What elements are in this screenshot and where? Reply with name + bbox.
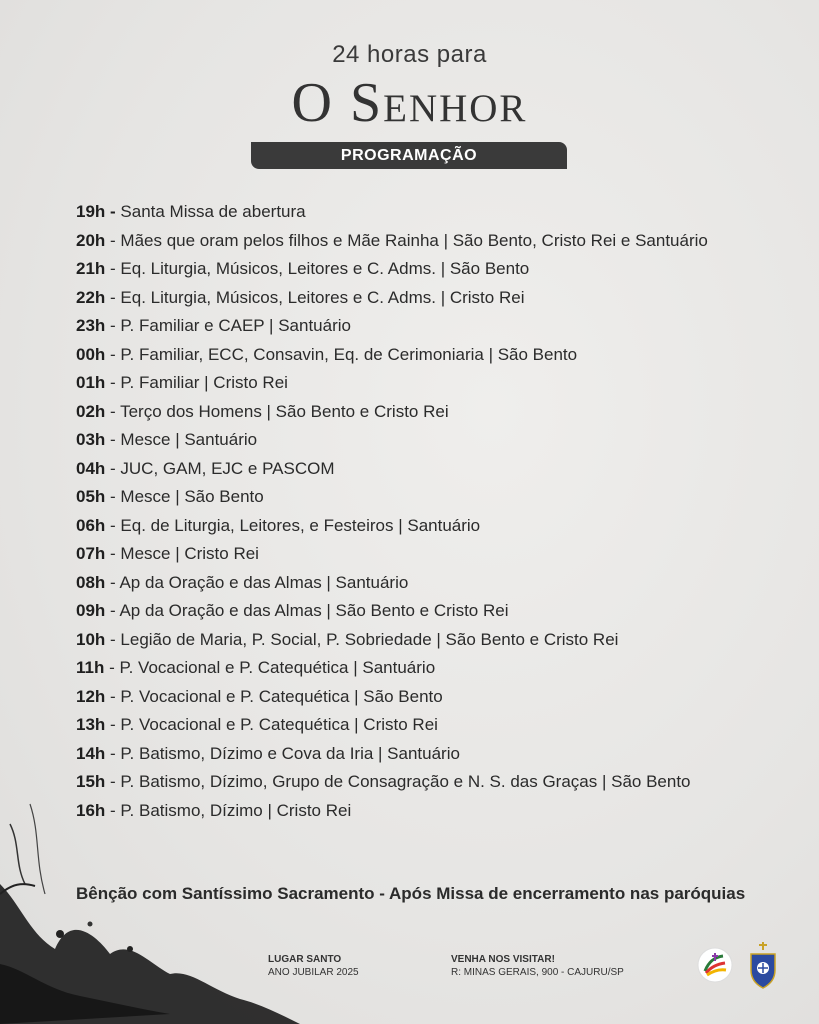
- schedule-description: - Ap da Oração e das Almas | São Bento e Cristo Rei: [105, 601, 509, 620]
- schedule-row: [76, 569, 756, 598]
- schedule-row: [76, 740, 756, 769]
- schedule-row: [76, 455, 756, 484]
- schedule-description: - P. Batismo, Dízimo, Grupo de Consagração e N. S. das Graças | São Bento: [105, 772, 691, 791]
- schedule-description: - P. Batismo, Dízimo e Cova da Iria | Santuário: [105, 743, 460, 763]
- footer-address: R: MINAS GERAIS, 900 - CAJURU/SP: [451, 967, 624, 978]
- jubilee-logo-icon: [697, 947, 733, 983]
- header-title: O Senhor: [291, 72, 528, 134]
- schedule-description: - Eq. Liturgia, Músicos, Leitores e C. Adms. | Cristo Rei: [105, 287, 525, 307]
- schedule-description: - Terço dos Homens | São Bento e Cristo Rei: [105, 401, 449, 421]
- schedule-description: - Mães que oram pelos filhos e Mãe Rainha | São Bento, Cristo Rei e Santuário: [105, 230, 708, 250]
- header-subtitle: 24 horas para: [332, 41, 487, 68]
- schedule-row: [76, 369, 756, 398]
- footer-jubilee-heading: LUGAR SANTO: [268, 954, 342, 965]
- schedule-time: 15h: [76, 772, 106, 791]
- program-banner: [251, 142, 567, 169]
- schedule-description: - P. Batismo, Dízimo | Cristo Rei: [105, 800, 352, 820]
- schedule-row: [76, 255, 756, 284]
- schedule-description: - P. Vocacional e P. Catequética | Santuário: [104, 658, 436, 677]
- schedule-row: [76, 540, 756, 569]
- schedule-time: 16h: [76, 800, 106, 820]
- schedule-row: [76, 626, 756, 655]
- schedule-time: 14h: [76, 743, 106, 763]
- schedule-row: [76, 597, 756, 626]
- schedule-description: - Mesce | São Bento: [105, 487, 264, 506]
- schedule-time: 13h: [76, 715, 106, 734]
- schedule-row: [76, 768, 756, 797]
- schedule-description: Santa Missa de abertura: [115, 202, 306, 221]
- schedule-time: 20h: [76, 230, 106, 250]
- schedule-row: [76, 227, 756, 256]
- schedule-description: - P. Familiar | Cristo Rei: [105, 373, 288, 392]
- schedule-row: [76, 398, 756, 427]
- schedule-row: [76, 654, 756, 683]
- parish-crest-icon: [745, 940, 781, 990]
- schedule-time: 11h: [76, 658, 105, 677]
- closing-note: Bênção com Santíssimo Sacramento - Após Missa de encerramento nas paróquias: [76, 884, 746, 903]
- schedule-description: - JUC, GAM, EJC e PASCOM: [105, 458, 335, 478]
- schedule-time: 21h: [76, 259, 106, 278]
- schedule-description: - Eq. de Liturgia, Leitores, e Festeiros | Santuário: [105, 515, 481, 535]
- schedule-description: - Mesce | Santuário: [105, 430, 258, 449]
- schedule-time: 00h: [76, 344, 106, 364]
- schedule-row: [76, 341, 756, 370]
- schedule-time: 02h: [76, 401, 106, 421]
- footer-jubilee: [268, 953, 359, 979]
- schedule-description: - P. Familiar, ECC, Consavin, Eq. de Cerimoniaria | São Bento: [105, 344, 578, 364]
- schedule-time: 06h: [76, 515, 106, 535]
- schedule-row: [76, 512, 756, 541]
- schedule-description: - Mesce | Cristo Rei: [105, 544, 259, 563]
- program-banner-label: PROGRAMAÇÃO: [340, 146, 478, 164]
- schedule-row: [76, 198, 756, 227]
- schedule-time: 03h: [76, 430, 106, 449]
- schedule-time: 05h: [76, 487, 106, 506]
- schedule-time: 08h: [76, 572, 106, 592]
- footer-visit-heading: VENHA NOS VISITAR!: [451, 954, 555, 965]
- footer-jubilee-text: ANO JUBILAR 2025: [268, 967, 359, 978]
- schedule-row: [76, 683, 756, 712]
- schedule-time: 09h: [76, 601, 106, 620]
- header: [0, 40, 819, 132]
- schedule-description: - Ap da Oração e das Almas | Santuário: [105, 572, 409, 592]
- schedule-time: 01h: [76, 373, 106, 392]
- schedule-row: [76, 312, 756, 341]
- schedule-time: 19h -: [76, 202, 116, 221]
- schedule-row: [76, 284, 756, 313]
- schedule-row: [76, 426, 756, 455]
- schedule-time: 10h: [76, 629, 106, 649]
- schedule-row: [76, 711, 756, 740]
- schedule-description: - Legião de Maria, P. Social, P. Sobriedade | São Bento e Cristo Rei: [105, 629, 619, 649]
- schedule-list: [76, 198, 756, 825]
- schedule-time: 12h: [76, 686, 106, 706]
- footer-visit: [451, 953, 624, 979]
- schedule-time: 23h: [76, 316, 106, 335]
- schedule-row: [76, 483, 756, 512]
- schedule-description: - Eq. Liturgia, Músicos, Leitores e C. Adms. | São Bento: [105, 259, 530, 278]
- schedule-description: - P. Vocacional e P. Catequética | Cristo Rei: [105, 715, 438, 734]
- schedule-time: 22h: [76, 287, 106, 307]
- schedule-time: 04h: [76, 458, 106, 478]
- schedule-row: [76, 797, 756, 826]
- schedule-description: - P. Familiar e CAEP | Santuário: [105, 316, 351, 335]
- schedule-description: - P. Vocacional e P. Catequética | São Bento: [105, 686, 443, 706]
- schedule-time: 07h: [76, 544, 106, 563]
